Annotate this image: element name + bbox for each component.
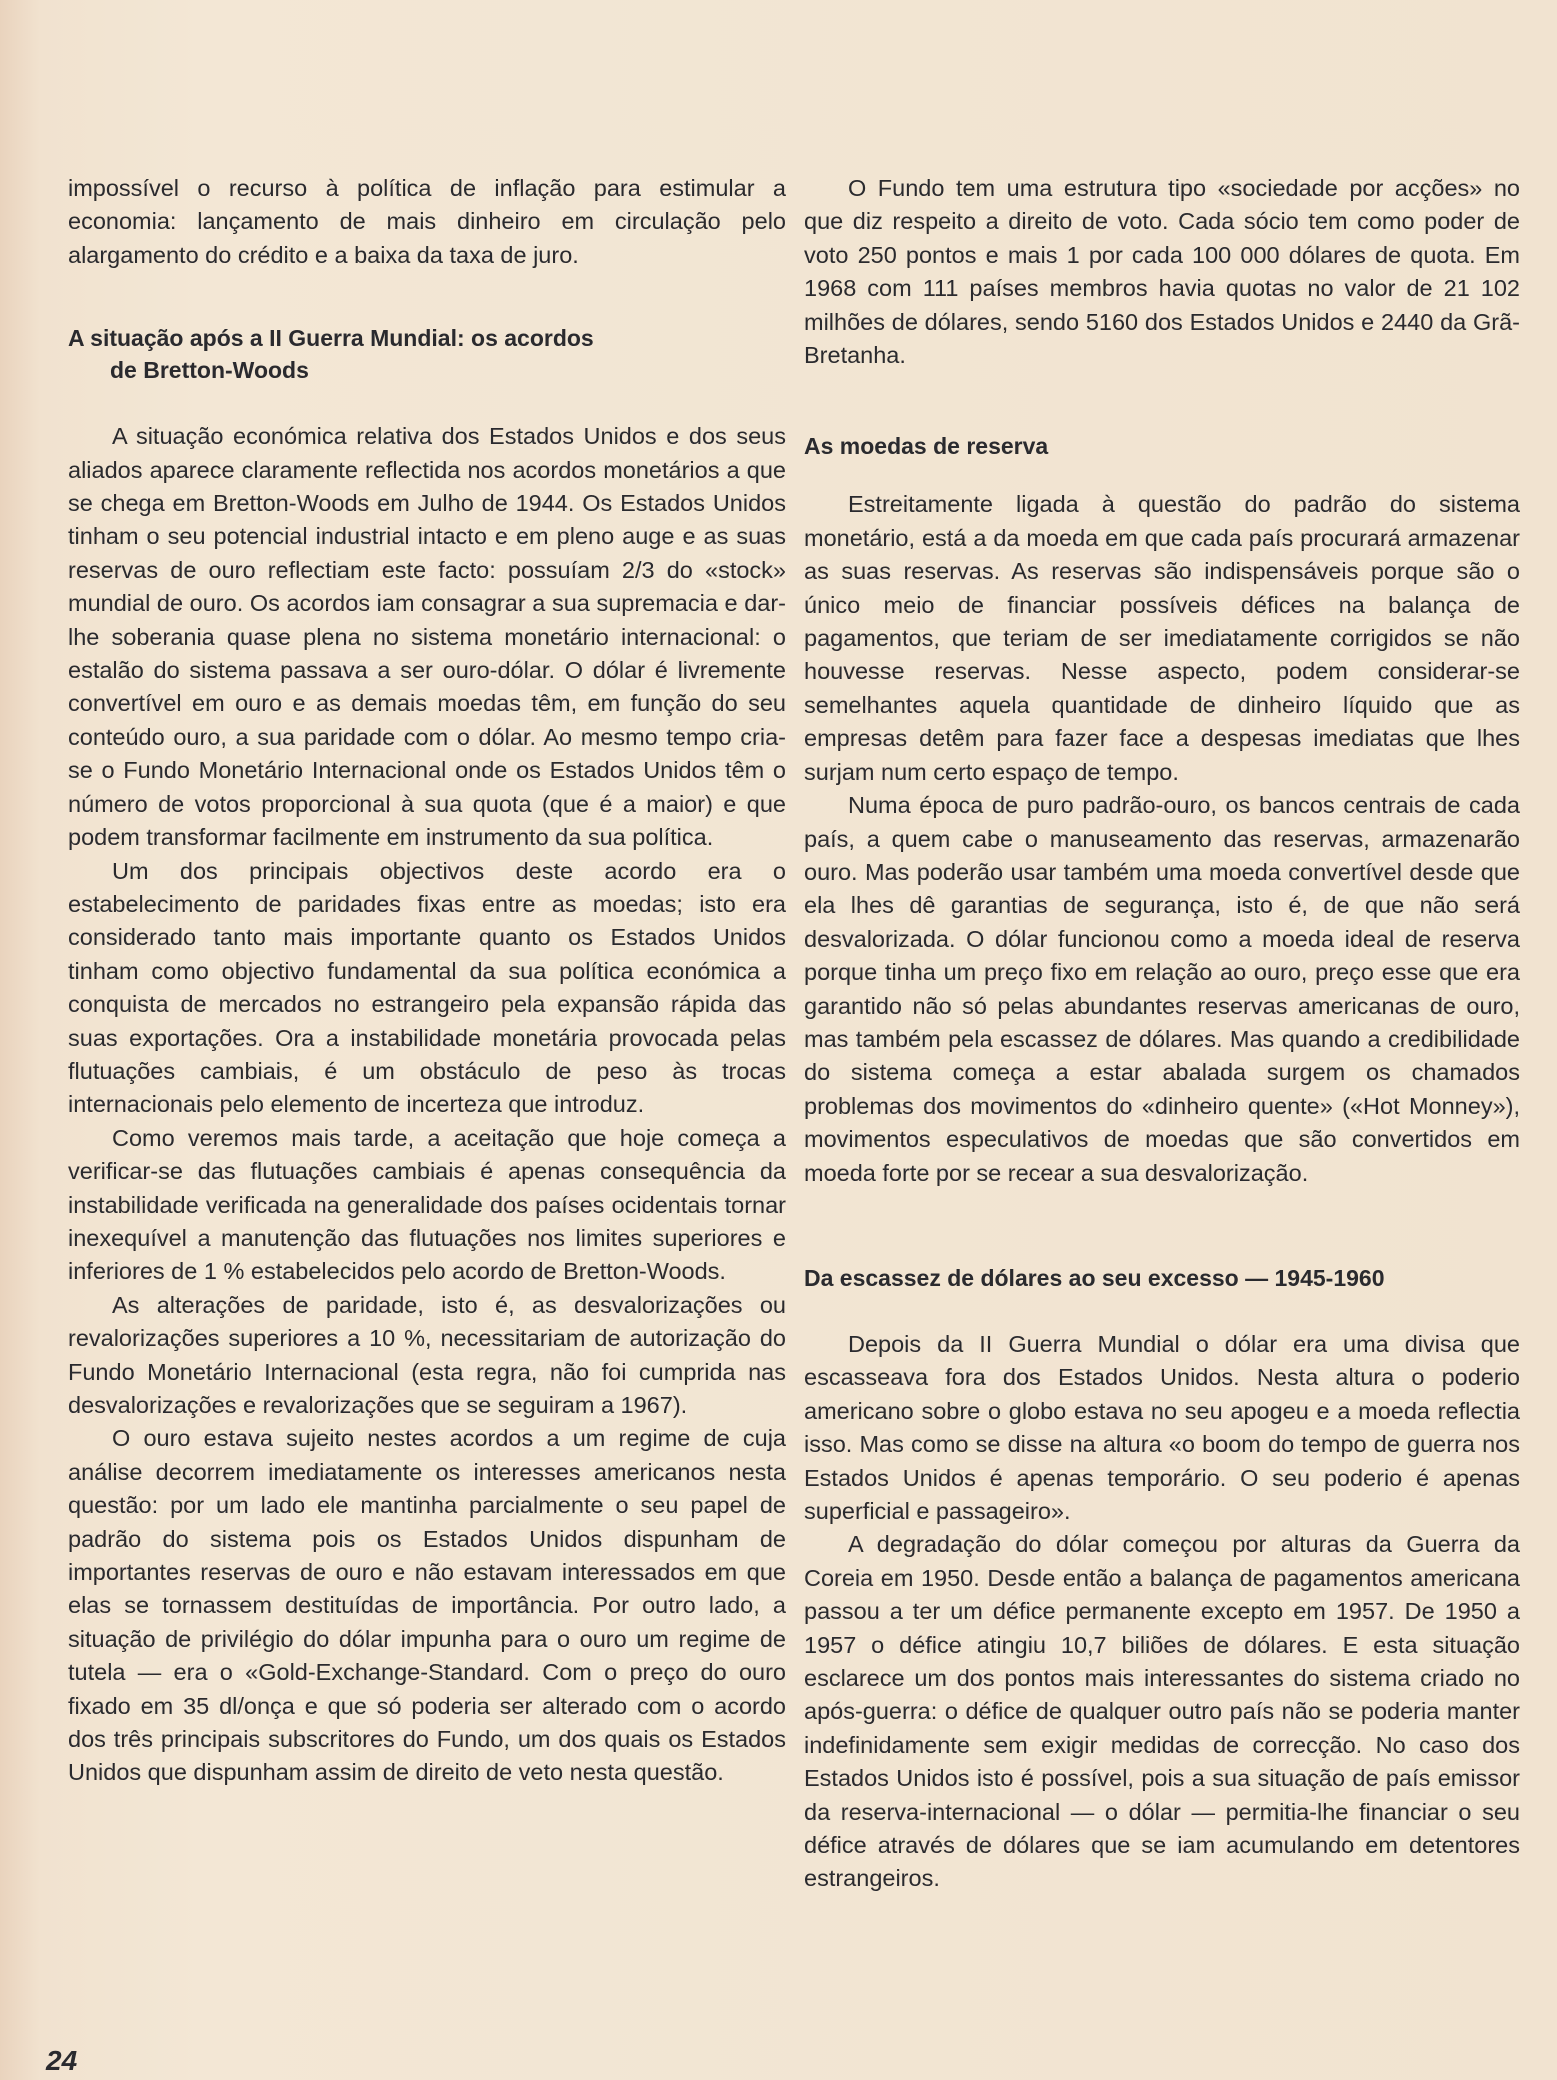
paragraph: O ouro estava sujeito nestes acordos a um regime de cuja análise decorrem imediatamente os interesses americanos nesta questão: por um lado ele mantinha parcialmente o seu papel de padrão do sistema pois os Estados Unidos dispunham de importantes reservas de ouro e não estavam interessados em que elas se tornassem destituídas de importância. Por outro lado, a situação de privilégio do dólar impunha para o ouro um regime de tutela — era o «Gold-Exchange-Standard. Com o preço do ouro fixado em 35 dl/onça e que só poderia ser alterado com o acordo dos três principais subscritores do Fundo, um dos quais os Estados Unidos que dispunham assim de direito de veto nesta questão.: [68, 1425, 786, 1786]
paragraph: A situação económica relativa dos Estados Unidos e dos seus aliados aparece claramente reflectida nos acordos monetários a que se chega em Bretton-Woods em Julho de 1944. Os Estados Unidos tinham o seu potencial industrial intacto e em pleno auge e as suas reservas de ouro reflectiam este facto: possuíam 2/3 do «stock» mundial de ouro. Os acordos iam consagrar a sua supremacia e dar-lhe soberania quase plena no sistema monetário internacional: o estalão do sistema passava a ser ouro-dólar. O dólar é livremente convertível em ouro e as demais moedas têm, em função do seu conteúdo ouro, a sua paridade com o dólar. Ao mesmo tempo cria-se o Fundo Monetário Internacional onde os Estados Unidos têm o número de votos proporcional à sua quota (que é a maior) e que podem transformar facilmente em instrumento da sua política.: [68, 423, 786, 851]
left-column: [68, 172, 786, 1790]
section-heading: [68, 322, 786, 386]
right-column: [804, 172, 1520, 1896]
paragraph: As alterações de paridade, isto é, as desvalorizações ou revalorizações superiores a 10 %, necessitariam de autorização do Fundo Monetário Internacional (esta regra, não foi cumprida nas desvalorizações e revalorizações que se seguiram a 1967).: [68, 1291, 786, 1418]
paragraph: A degradação do dólar começou por alturas da Guerra da Coreia em 1950. Desde então a balança de pagamentos americana passou a ter um défice permanente excepto em 1957. De 1950 a 1957 o défice atingiu 10,7 biliões de dólares. E esta situação esclarece um dos pontos mais interessantes do sistema criado no após-guerra: o défice de qualquer outro país não se poderia manter indefinidamente sem exigir medidas de correcção. No caso dos Estados Unidos isto é possível, pois a sua situação de país emissor da reserva-internacional — o dólar — permitia-lhe financiar o seu défice através de dólares que se iam acumulando em detentores estrangeiros.: [804, 1531, 1520, 1892]
paragraph: Numa época de puro padrão-ouro, os bancos centrais de cada país, a quem cabe o manuseamento das reservas, armazenarão ouro. Mas poderão usar também uma moeda convertível desde que ela lhes dê garantias de segurança, isto é, de que não será desvalorizada. O dólar funcionou como a moeda ideal de reserva porque tinha um preço fixo em relação ao ouro, preço esse que era garantido não só pelas abundantes reservas americanas de ouro, mas também pela escassez de dólares. Mas quando a credibilidade do sistema começa a estar abalada surgem os chamados problemas dos movimentos do «dinheiro quente» («Hot Monney»), movimentos especulativos de moedas que são convertidos em moeda forte por se recear a sua desvalorização.: [804, 792, 1520, 1186]
section-heading: As moedas de reserva: [804, 433, 1049, 460]
heading-line: A situação após a II Guerra Mundial: os acordos: [68, 325, 594, 352]
paragraph: O Fundo tem uma estrutura tipo «sociedade por acções» no que diz respeito a direito de voto. Cada sócio tem como poder de voto 250 pontos e mais 1 por cada 100 000 dólares de quota. Em 1968 com 111 países membros havia quotas no valor de 21 102 milhões de dólares, sendo 5160 dos Estados Unidos e 2440 da Grã-Bretanha.: [804, 175, 1520, 369]
paragraph: Como veremos mais tarde, a aceitação que hoje começa a verificar-se das flutuações cambiais é apenas consequência da instabilidade verificada na generalidade dos países ocidentais tornar inexequível a manutenção das flutuações nos limites superiores e inferiores de 1 % estabelecidos pelo acordo de Bretton-Woods.: [68, 1124, 786, 1285]
paragraph: Estreitamente ligada à questão do padrão do sistema monetário, está a da moeda em que cada país procurará armazenar as suas reservas. As reservas são indispensáveis porque são o único meio de financiar possíveis défices na balança de pagamentos, que teriam de ser imediatamente corrigidos se não houvesse reservas. Nesse aspecto, podem considerar-se semelhantes aquela quantidade de dinheiro líquido que as empresas detêm para fazer face a despesas imediatas que lhes surjam num certo espaço de tempo.: [804, 491, 1520, 785]
paragraph: impossível o recurso à política de inflação para estimular a economia: lançamento de mais dinheiro em circulação pelo alargamento do crédito e a baixa da taxa de juro.: [68, 175, 786, 268]
section-heading: Da escassez de dólares ao seu excesso — 1945-1960: [804, 1264, 1385, 1291]
paragraph: Um dos principais objectivos deste acordo era o estabelecimento de paridades fixas entre as moedas; isto era considerado tanto mais importante quanto os Estados Unidos tinham como objectivo fundamental da sua política económica a conquista de mercados no estrangeiro pela expansão rápida das suas exportações. Ora a instabilidade monetária provocada pelas flutuações cambiais, é um obstáculo de peso às trocas internacionais pelo elemento de incerteza que introduz.: [68, 857, 786, 1118]
heading-line: de Bretton-Woods: [110, 357, 309, 384]
page-number: 24: [46, 2045, 78, 2076]
paragraph: Depois da II Guerra Mundial o dólar era uma divisa que escasseava fora dos Estados Unidos. Nesta altura o poderio americano sobre o globo estava no seu apogeu e a moeda reflectia isso. Mas como se disse na altura «o boom do tempo de guerra nos Estados Unidos é apenas temporário. O seu poderio é apenas superficial e passageiro».: [804, 1330, 1520, 1524]
